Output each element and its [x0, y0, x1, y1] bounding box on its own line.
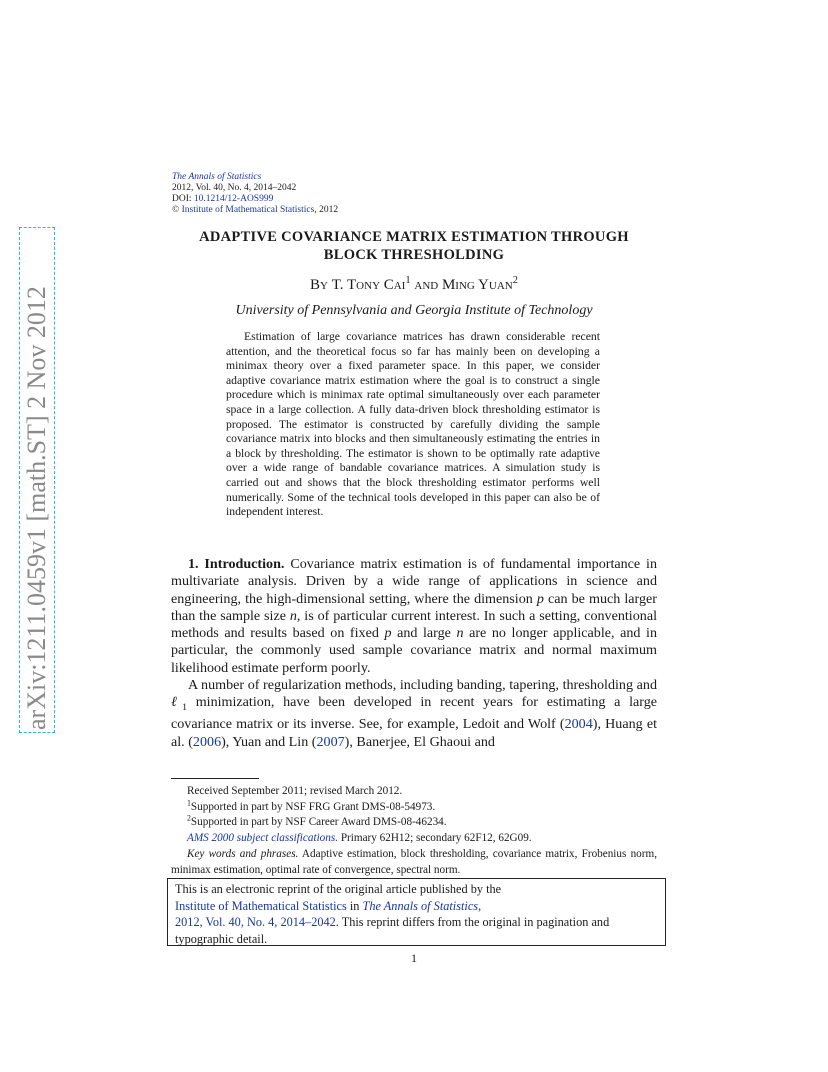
reprint-institute-link[interactable]: Institute of Mathematical Statistics	[175, 898, 347, 913]
footnote-rule	[171, 778, 259, 779]
intro-text: ), Yuan and Lin (	[221, 733, 317, 750]
intro-paragraph-2	[171, 677, 657, 751]
math-n: n	[289, 607, 297, 624]
citation-link[interactable]: 2004	[564, 716, 593, 733]
citation-link[interactable]: 2007	[316, 733, 345, 750]
doi-link[interactable]: 10.1214/12-AOS999	[193, 194, 274, 204]
footnote-2	[171, 815, 657, 831]
author-2: Ming Yuan	[441, 277, 513, 293]
author-1: T. Tony Cai	[331, 277, 406, 293]
publication-meta	[172, 172, 338, 216]
intro-text: Covariance matrix estimation is of fundamental importance in multivariate analysis. Driven by a wide range of applications in science and engineering, the high-dimensional setting, where the dimension	[171, 556, 658, 607]
arxiv-stamp: arXiv:1211.0459v1 [math.ST] 2 Nov 2012	[22, 230, 52, 730]
paper-title	[172, 228, 656, 264]
footnote-1	[171, 797, 657, 816]
journal-link[interactable]: The Annals of Statistics	[172, 172, 262, 182]
footnote-mark: 2	[187, 813, 191, 823]
reprint-notice	[167, 878, 666, 946]
ams-text: Primary 62H12; secondary 62F12, 62G09.	[338, 832, 532, 845]
citation-link[interactable]: 2006	[192, 733, 222, 750]
footnote-text: Supported in part by NSF Career Award DMS-08-46234.	[190, 816, 447, 829]
and-label: and	[414, 277, 439, 293]
math-subscript: 1	[182, 702, 187, 714]
by-label: By	[310, 277, 328, 293]
reprint-journal-link[interactable]: The Annals of Statistics	[362, 898, 479, 913]
ams-classification	[171, 831, 657, 847]
reprint-volume-link[interactable]: 2012, Vol. 40, No. 4, 2014–2042	[175, 915, 336, 930]
keywords-label: Key words and phrases.	[187, 847, 299, 860]
introduction-section	[171, 556, 657, 751]
intro-paragraph-1	[171, 556, 657, 677]
footnote-mark: 1	[187, 797, 191, 807]
footnotes	[171, 784, 657, 878]
reprint-text: This is an electronic reprint of the original article published by the	[175, 882, 502, 896]
section-heading: 1. Introduction.	[188, 556, 285, 572]
math-p: p	[384, 625, 392, 642]
math-ell: ℓ	[171, 694, 183, 711]
math-p: p	[536, 590, 544, 607]
copyright-line	[172, 205, 338, 216]
math-n: n	[456, 625, 464, 642]
affiliation: University of Pennsylvania and Georgia Institute of Technology	[235, 303, 593, 318]
volume-line: 2012, Vol. 40, No. 4, 2014–2042	[172, 183, 297, 193]
keywords-text: Adaptive estimation, block thresholding, covariance matrix, Frobenius norm, minimax estimation, optimal rate of convergence, spectral norm.	[171, 847, 657, 876]
intro-text: are no longer applicable, and in particular, the commonly used sample covariance matrix and normal maximum likelihood estimate perform poorly.	[171, 625, 657, 676]
doi-prefix: DOI:	[172, 194, 194, 204]
intro-text: , is of particular current interest. In such a setting, conventional methods and results based on fixed	[171, 607, 657, 642]
doi-line	[172, 194, 338, 205]
reprint-text: in	[346, 898, 363, 913]
intro-text: minimization, have been developed in recent years for estimating a large covariance matrix or its inverse. See, for example, Ledoit and Wolf (	[171, 694, 658, 733]
footnote-text: Supported in part by NSF FRG Grant DMS-08-54973.	[190, 800, 436, 813]
reprint-text: . This reprint differs from the original in pagination and typographic detail.	[175, 915, 610, 946]
author-1-footnote-mark: 1	[405, 275, 411, 286]
title-line-1: ADAPTIVE COVARIANCE MATRIX ESTIMATION THROUGH	[199, 229, 629, 245]
page-number: 1	[411, 951, 417, 965]
intro-text: ), Huang et al. (	[171, 716, 658, 750]
intro-text: ), Banerjee, El Ghaoui and	[344, 733, 495, 750]
received-note: Received September 2011; revised March 2012.	[187, 785, 403, 797]
copyright-icon: ©	[172, 205, 180, 215]
institute-link[interactable]: Institute of Mathematical Statistics	[181, 205, 315, 215]
intro-text: and large	[391, 625, 457, 642]
author-line	[172, 277, 656, 294]
author-2-footnote-mark: 2	[512, 275, 518, 286]
keywords	[171, 847, 657, 878]
abstract: Estimation of large covariance matrices has drawn considerable recent attention, and the theoretical focus so far has mainly been on developing a minimax theory over a fixed parameter space. In this paper, we consider adaptive covariance matrix estimation where the goal is to construct a single procedure which is minimax rate optimal simultaneously over each parameter space in a large collection. A fully data-driven block thresholding estimator is proposed. The estimator is constructed by carefully dividing the sample covariance matrix into blocks and then simultaneously estimating the entries in a block by thresholding. The estimator is shown to be optimally rate adaptive over a wide range of bandable covariance matrices. A simulation study is carried out and shows that the block thresholding estimator performs well numerically. Some of the technical tools developed in this paper can also be of independent interest.	[226, 330, 600, 519]
reprint-text: ,	[478, 898, 482, 913]
intro-text: A number of regularization methods, including banding, tapering, thresholding and	[188, 677, 657, 694]
ams-link[interactable]: AMS 2000 subject classifications.	[187, 832, 339, 845]
intro-text: can be much larger than the sample size	[171, 590, 657, 624]
copyright-year: , 2012	[314, 205, 339, 215]
title-line-2: BLOCK THRESHOLDING	[323, 247, 505, 263]
